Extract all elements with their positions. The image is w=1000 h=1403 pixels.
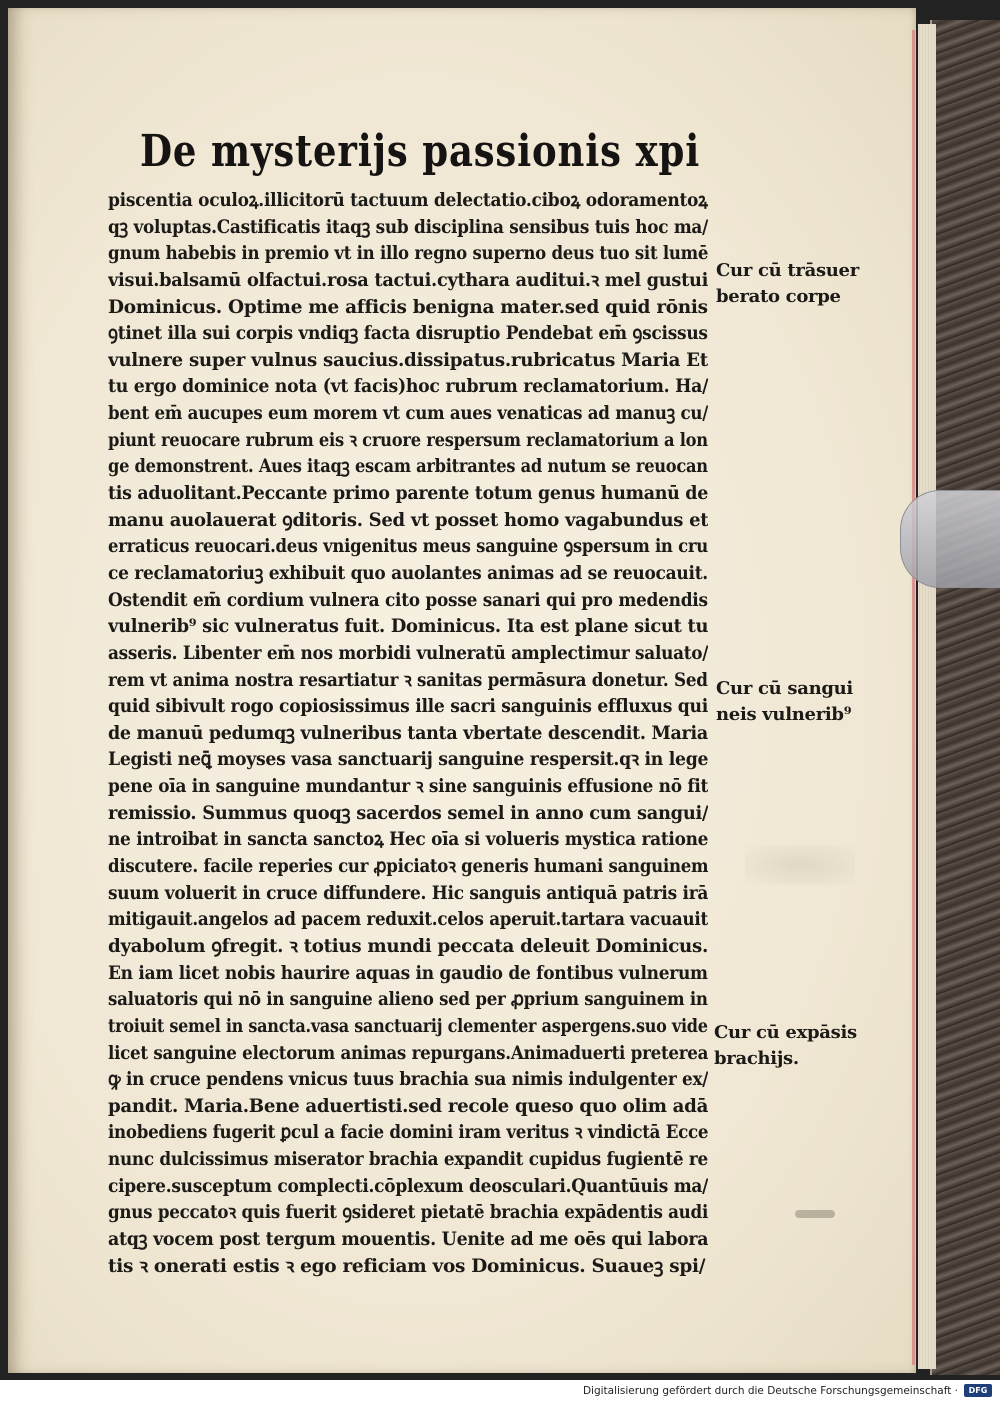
text-line <box>108 401 708 428</box>
text-line-content: tis ꝛ onerati estis ꝛ ego reficiam vos Dominicus. Suaueꝫ spi/ <box>108 1255 706 1277</box>
text-line-content: Dominicus. Optime me afficis benigna mater.sed quid rōnis <box>108 296 708 318</box>
text-line <box>108 774 708 801</box>
text-line <box>108 801 708 828</box>
text-line <box>108 747 708 774</box>
text-line-content: vulnerib⁹ sic vulneratus fuit. Dominicus. Ita est plane sicut tu <box>108 616 708 638</box>
marginal-note-line: Cur cū trāsuer <box>716 260 859 281</box>
marginal-note-line: neis vulnerib⁹ <box>716 704 852 725</box>
marginal-note-3 <box>714 1020 904 1072</box>
marginal-note-1 <box>716 258 906 310</box>
text-line-content: visui.balsamū olfactui.rosa tactui.cythara auditui.ꝛ mel gustui <box>108 269 708 291</box>
text-line-content: inobediens fugerit ꝑcul a facie domini iram veritus ꝛ vindictā Ecce <box>108 1122 708 1144</box>
book-cover-edge <box>930 20 1000 1375</box>
text-line <box>108 241 708 268</box>
text-line-content: mitigauit.angelos ad pacem reduxit.celos aperuit.tartara vacuauit <box>108 909 708 931</box>
text-line-content: bent em̄ aucupes eum morem vt cum aues venaticas ad manuꝫ cu/ <box>108 403 708 425</box>
text-line <box>108 454 708 481</box>
text-line <box>108 188 708 215</box>
text-line <box>108 561 708 588</box>
marginal-note-line: Cur cū sangui <box>716 678 853 699</box>
dfg-logo: DFG <box>964 1384 992 1397</box>
text-line <box>108 668 708 695</box>
text-line <box>108 321 708 348</box>
text-line-content: tis aduolitant.Peccante primo parente totum genus humanū de <box>108 483 708 505</box>
text-line-content: erraticus reuocari.deus vnigenitus meus sanguine ꝯspersum in cru <box>108 536 708 558</box>
text-line <box>108 428 708 455</box>
text-line-content: saluatoris qui nō in sanguine alieno sed per ꝓprium sanguinem in <box>108 989 708 1011</box>
text-line <box>108 987 708 1014</box>
text-line-content: qꝫ voluptas.Castificatis itaqꝫ sub disciplina sensibus tuis hoc ma/ <box>108 216 708 238</box>
text-line-content: discutere. facile reperies cur ꝓpiciatoꝛ generis humani sanguinem <box>108 856 708 878</box>
text-line <box>108 1200 708 1227</box>
text-line-content: Legisti neꝗ̄ moyses vasa sanctuarij sanguine respersit.qꝛ in lege <box>108 749 708 771</box>
text-line-content: de manuū pedumqꝫ vulneribus tanta vbertate descendit. Maria <box>108 722 708 744</box>
page-clip <box>900 490 1000 588</box>
text-line-content: rem vt anima nostra resartiatur ꝛ sanitas permāsura donetur. Sed <box>108 669 708 691</box>
text-line-content: En iam licet nobis haurire aquas in gaudio de fontibus vulnerum <box>108 962 708 984</box>
faded-show-through-note <box>745 845 855 885</box>
text-line <box>108 721 708 748</box>
footer-credit: Digitalisierung gefördert durch die Deutsche Forschungsgemeinschaft · <box>582 1385 958 1397</box>
marginal-note-line: berato corpe <box>716 286 841 307</box>
text-line-content: tu ergo dominice nota (vt facis)hoc rubrum reclamatorium. Ha/ <box>108 376 708 398</box>
text-line-content: asseris. Libenter em̄ nos morbidi vulneratū amplectimur saluato/ <box>108 642 708 664</box>
text-line-content: remissio. Summus quoqꝫ sacerdos semel in anno cum sangui/ <box>108 802 708 824</box>
text-line <box>108 481 708 508</box>
text-line-content: pandit. Maria.Bene aduertisti.sed recole queso quo olim adā <box>108 1095 708 1117</box>
text-line <box>108 1120 708 1147</box>
text-line <box>108 854 708 881</box>
text-line <box>108 215 708 242</box>
text-line <box>108 1147 708 1174</box>
text-line-content: gnum habebis in premio vt in illo regno superno deus tuo sit lumē <box>108 243 708 265</box>
text-line-content: atqꝫ vocem post tergum mouentis. Uenite ad me oēs qui labora <box>108 1228 708 1250</box>
text-line <box>108 1254 708 1281</box>
text-line <box>108 614 708 641</box>
text-line-content: manu auolauerat ꝯditoris. Sed vt posset homo vagabundus et <box>108 509 708 531</box>
text-line <box>108 934 708 961</box>
text-line <box>108 961 708 988</box>
text-line <box>108 1227 708 1254</box>
text-line <box>108 588 708 615</box>
text-line <box>108 508 708 535</box>
text-line <box>108 348 708 375</box>
text-line <box>108 295 708 322</box>
text-line <box>108 641 708 668</box>
text-line-content: pene oīa in sanguine mundantur ꝛ sine sanguinis effusione nō fit <box>108 776 708 798</box>
text-line <box>108 1174 708 1201</box>
text-line <box>108 268 708 295</box>
text-line-content: dyabolum ꝯfregit. ꝛ totius mundi peccata deleuit Dominicus. <box>108 935 708 957</box>
marginal-note-line: brachijs. <box>714 1048 799 1069</box>
text-line-content: Ostendit em̄ cordium vulnera cito posse sanari qui pro medendis <box>108 589 708 611</box>
body-text <box>108 188 708 1280</box>
text-line-content: ꝯtinet illa sui corpis vndiqꝫ facta disruptio Pendebat em̄ ꝯscissus <box>108 323 708 345</box>
text-line <box>108 374 708 401</box>
text-line-content: nunc dulcissimus miserator brachia expandit cupidus fugientē re <box>108 1149 708 1171</box>
text-line <box>108 907 708 934</box>
text-line <box>108 827 708 854</box>
text-line-content: piunt reuocare rubrum eis ꝛ cruore respersum reclamatorium a lon <box>108 429 708 451</box>
page-title: De mysterijs passionis xpi <box>140 126 701 177</box>
text-line-content: ꝙ in cruce pendens vnicus tuus brachia sua nimis indulgenter ex/ <box>108 1069 708 1091</box>
text-line-content: gnus peccatoꝛ quis fuerit ꝯsideret pietatē brachia expādentis audi <box>108 1202 708 1224</box>
text-line <box>108 881 708 908</box>
text-line <box>108 694 708 721</box>
text-line-content: suum voluerit in cruce diffundere. Hic sanguis antiquā patris irā <box>108 882 708 904</box>
text-line-content: vulnere super vulnus saucius.dissipatus.rubricatus Maria Et <box>108 349 708 371</box>
text-line-content: ge demonstrent. Aues itaqꝫ escam arbitrantes ad nutum se reuocan <box>108 456 708 478</box>
text-line-content: licet sanguine electorum animas repurgans.Animaduerti preterea <box>108 1042 708 1064</box>
ink-smudge <box>795 1210 835 1218</box>
marginal-note-line: Cur cū expāsis <box>714 1022 857 1043</box>
text-line-content: quid sibivult rogo copiosissimus ille sacri sanguinis effluxus qui <box>108 696 708 718</box>
text-line-content: troiuit semel in sancta.vasa sanctuarij clementer aspergens.suo vide <box>108 1015 708 1037</box>
text-line-content: ne introibat in sancta sanctoꝝ Hec oīa si volueris mystica ratione <box>108 829 708 851</box>
marginal-note-2 <box>716 676 906 728</box>
text-line <box>108 1067 708 1094</box>
text-line-content: cipere.susceptum complecti.cōplexum deosculari.Quantūuis ma/ <box>108 1175 708 1197</box>
text-line <box>108 1014 708 1041</box>
page-stack-edge <box>918 24 936 1369</box>
text-line <box>108 534 708 561</box>
text-line <box>108 1041 708 1068</box>
text-line-content: piscentia oculoꝝ.illicitorū tactuum delectatio.ciboꝝ odoramentoꝝ <box>108 190 708 211</box>
text-line-content: ce reclamatoriuꝫ exhibuit quo auolantes animas ad se reuocauit. <box>108 562 708 584</box>
text-line <box>108 1094 708 1121</box>
page-red-edge <box>912 30 915 1365</box>
